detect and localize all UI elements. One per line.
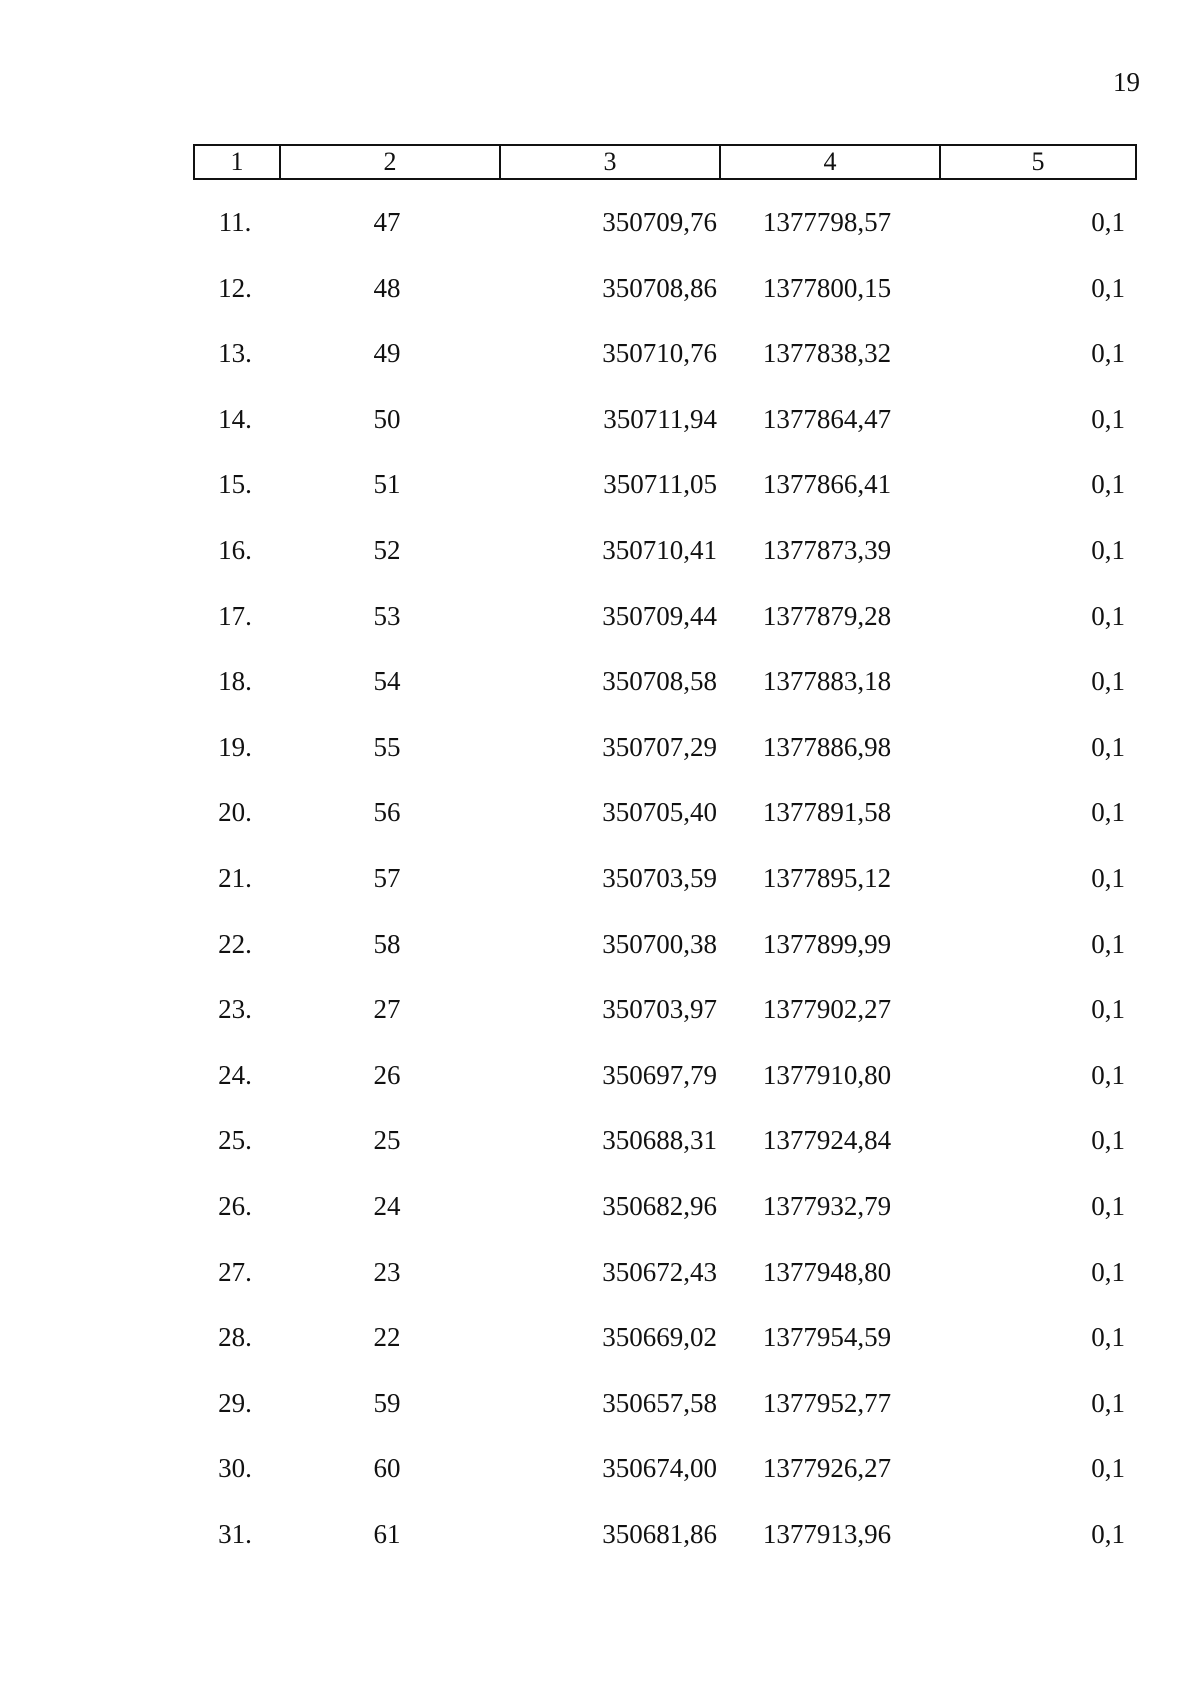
table-row: [193, 395, 1137, 461]
x-coordinate: 350707,29: [602, 731, 717, 762]
accuracy-value: 0,1: [1091, 534, 1125, 565]
accuracy-value: 0,1: [1091, 469, 1125, 500]
point-number: 48: [373, 272, 401, 303]
y-coordinate: 1377954,59: [762, 1322, 892, 1353]
row-number: 25.: [218, 1125, 252, 1156]
accuracy-value: 0,1: [1091, 1059, 1125, 1090]
row-number: 20.: [218, 797, 252, 828]
header-cell-4: 4: [719, 146, 939, 178]
row-number: 24.: [218, 1059, 252, 1090]
table-row: [193, 1444, 1137, 1510]
row-number: 13.: [218, 338, 252, 369]
table-row: [193, 1313, 1137, 1379]
row-number: 28.: [218, 1322, 252, 1353]
point-number: 54: [373, 666, 401, 697]
y-coordinate: 1377902,27: [762, 994, 892, 1025]
header-cell-1: 1: [230, 147, 244, 176]
table-row: [193, 592, 1137, 658]
accuracy-value: 0,1: [1091, 272, 1125, 303]
y-coordinate: 1377891,58: [762, 797, 892, 828]
x-coordinate: 350682,96: [602, 1190, 717, 1221]
header-cell-5: 5: [939, 146, 1135, 178]
x-coordinate: 350711,05: [603, 469, 717, 500]
point-number: 50: [373, 403, 401, 434]
accuracy-value: 0,1: [1091, 994, 1125, 1025]
point-number: 26: [373, 1059, 401, 1090]
y-coordinate: 1377864,47: [762, 403, 892, 434]
point-number: 61: [373, 1518, 401, 1549]
point-number: 56: [373, 797, 401, 828]
y-coordinate: 1377879,28: [762, 600, 892, 631]
x-coordinate: 350669,02: [602, 1322, 717, 1353]
page-number: 19: [1113, 67, 1140, 97]
table-row: [193, 526, 1137, 592]
accuracy-value: 0,1: [1091, 600, 1125, 631]
x-coordinate: 350708,58: [602, 666, 717, 697]
accuracy-value: 0,1: [1091, 1256, 1125, 1287]
point-number: 24: [373, 1190, 401, 1221]
x-coordinate: 350709,76: [602, 207, 717, 237]
header-cell-3: 3: [499, 146, 719, 178]
point-number: 53: [373, 600, 401, 631]
accuracy-value: 0,1: [1091, 1387, 1125, 1418]
table-row: [193, 723, 1137, 789]
accuracy-value: 0,1: [1091, 1453, 1125, 1484]
accuracy-value: 0,1: [1091, 1190, 1125, 1221]
x-coordinate: 350711,94: [603, 403, 717, 434]
point-number: 55: [373, 731, 401, 762]
x-coordinate: 350709,44: [602, 600, 717, 631]
y-coordinate: 1377932,79: [762, 1190, 892, 1221]
point-number: 59: [373, 1387, 401, 1418]
x-coordinate: 350681,86: [602, 1518, 717, 1549]
table-row: [193, 329, 1137, 395]
row-number: 31.: [218, 1518, 252, 1549]
table-row: [193, 985, 1137, 1051]
y-coordinate: 1377926,27: [762, 1453, 892, 1484]
row-number: 18.: [218, 666, 252, 697]
table-row: [193, 1182, 1137, 1248]
point-number: 60: [373, 1453, 401, 1484]
row-number: 16.: [218, 534, 252, 565]
x-coordinate: 350710,41: [602, 534, 717, 565]
row-number: 11.: [218, 207, 252, 237]
table-row: [193, 657, 1137, 723]
point-number: 27: [373, 994, 401, 1025]
table-row: [193, 854, 1137, 920]
accuracy-value: 0,1: [1091, 666, 1125, 697]
y-coordinate: 1377924,84: [762, 1125, 892, 1156]
y-coordinate: 1377798,57: [762, 207, 892, 237]
table-row: [193, 264, 1137, 330]
y-coordinate: 1377873,39: [762, 534, 892, 565]
point-number: 25: [373, 1125, 401, 1156]
table-row: [193, 198, 1137, 264]
point-number: 58: [373, 928, 401, 959]
x-coordinate: 350688,31: [602, 1125, 717, 1156]
point-number: 51: [373, 469, 401, 500]
row-number: 17.: [218, 600, 252, 631]
row-number: 15.: [218, 469, 252, 500]
accuracy-value: 0,1: [1091, 1518, 1125, 1549]
table-row: [193, 920, 1137, 986]
y-coordinate: 1377800,15: [762, 272, 892, 303]
y-coordinate: 1377899,99: [762, 928, 892, 959]
x-coordinate: 350672,43: [602, 1256, 717, 1287]
y-coordinate: 1377838,32: [762, 338, 892, 369]
point-number: 52: [373, 534, 401, 565]
table-row: [193, 1051, 1137, 1117]
x-coordinate: 350705,40: [602, 797, 717, 828]
accuracy-value: 0,1: [1091, 338, 1125, 369]
point-number: 47: [373, 207, 401, 237]
row-number: 26.: [218, 1190, 252, 1221]
y-coordinate: 1377952,77: [762, 1387, 892, 1418]
row-number: 22.: [218, 928, 252, 959]
table-row: [193, 1379, 1137, 1445]
accuracy-value: 0,1: [1091, 731, 1125, 762]
accuracy-value: 0,1: [1091, 928, 1125, 959]
row-number: 29.: [218, 1387, 252, 1418]
row-number: 21.: [218, 862, 252, 893]
x-coordinate: 350697,79: [602, 1059, 717, 1090]
y-coordinate: 1377866,41: [762, 469, 892, 500]
row-number: 19.: [218, 731, 252, 762]
x-coordinate: 350710,76: [602, 338, 717, 369]
accuracy-value: 0,1: [1091, 1322, 1125, 1353]
table-row: [193, 1116, 1137, 1182]
y-coordinate: 1377883,18: [762, 666, 892, 697]
point-number: 22: [373, 1322, 401, 1353]
table-header: [193, 144, 1137, 180]
row-number: 30.: [218, 1453, 252, 1484]
row-number: 27.: [218, 1256, 252, 1287]
x-coordinate: 350657,58: [602, 1387, 717, 1418]
accuracy-value: 0,1: [1091, 797, 1125, 828]
x-coordinate: 350703,59: [602, 862, 717, 893]
x-coordinate: 350703,97: [602, 994, 717, 1025]
y-coordinate: 1377895,12: [762, 862, 892, 893]
table-row: [193, 788, 1137, 854]
point-number: 23: [373, 1256, 401, 1287]
table-body: [193, 198, 1137, 1575]
row-number: 14.: [218, 403, 252, 434]
x-coordinate: 350700,38: [602, 928, 717, 959]
y-coordinate: 1377913,96: [762, 1518, 892, 1549]
row-number: 23.: [218, 994, 252, 1025]
table-row: [193, 1510, 1137, 1576]
x-coordinate: 350708,86: [602, 272, 717, 303]
point-number: 57: [373, 862, 401, 893]
y-coordinate: 1377948,80: [762, 1256, 892, 1287]
table-row: [193, 1248, 1137, 1314]
accuracy-value: 0,1: [1091, 862, 1125, 893]
row-number: 12.: [218, 272, 252, 303]
accuracy-value: 0,1: [1091, 403, 1125, 434]
accuracy-value: 0,1: [1091, 1125, 1125, 1156]
y-coordinate: 1377910,80: [762, 1059, 892, 1090]
y-coordinate: 1377886,98: [762, 731, 892, 762]
table-row: [193, 460, 1137, 526]
header-cell-2: 2: [279, 146, 499, 178]
accuracy-value: 0,1: [1091, 207, 1125, 237]
x-coordinate: 350674,00: [602, 1453, 717, 1484]
point-number: 49: [373, 338, 401, 369]
